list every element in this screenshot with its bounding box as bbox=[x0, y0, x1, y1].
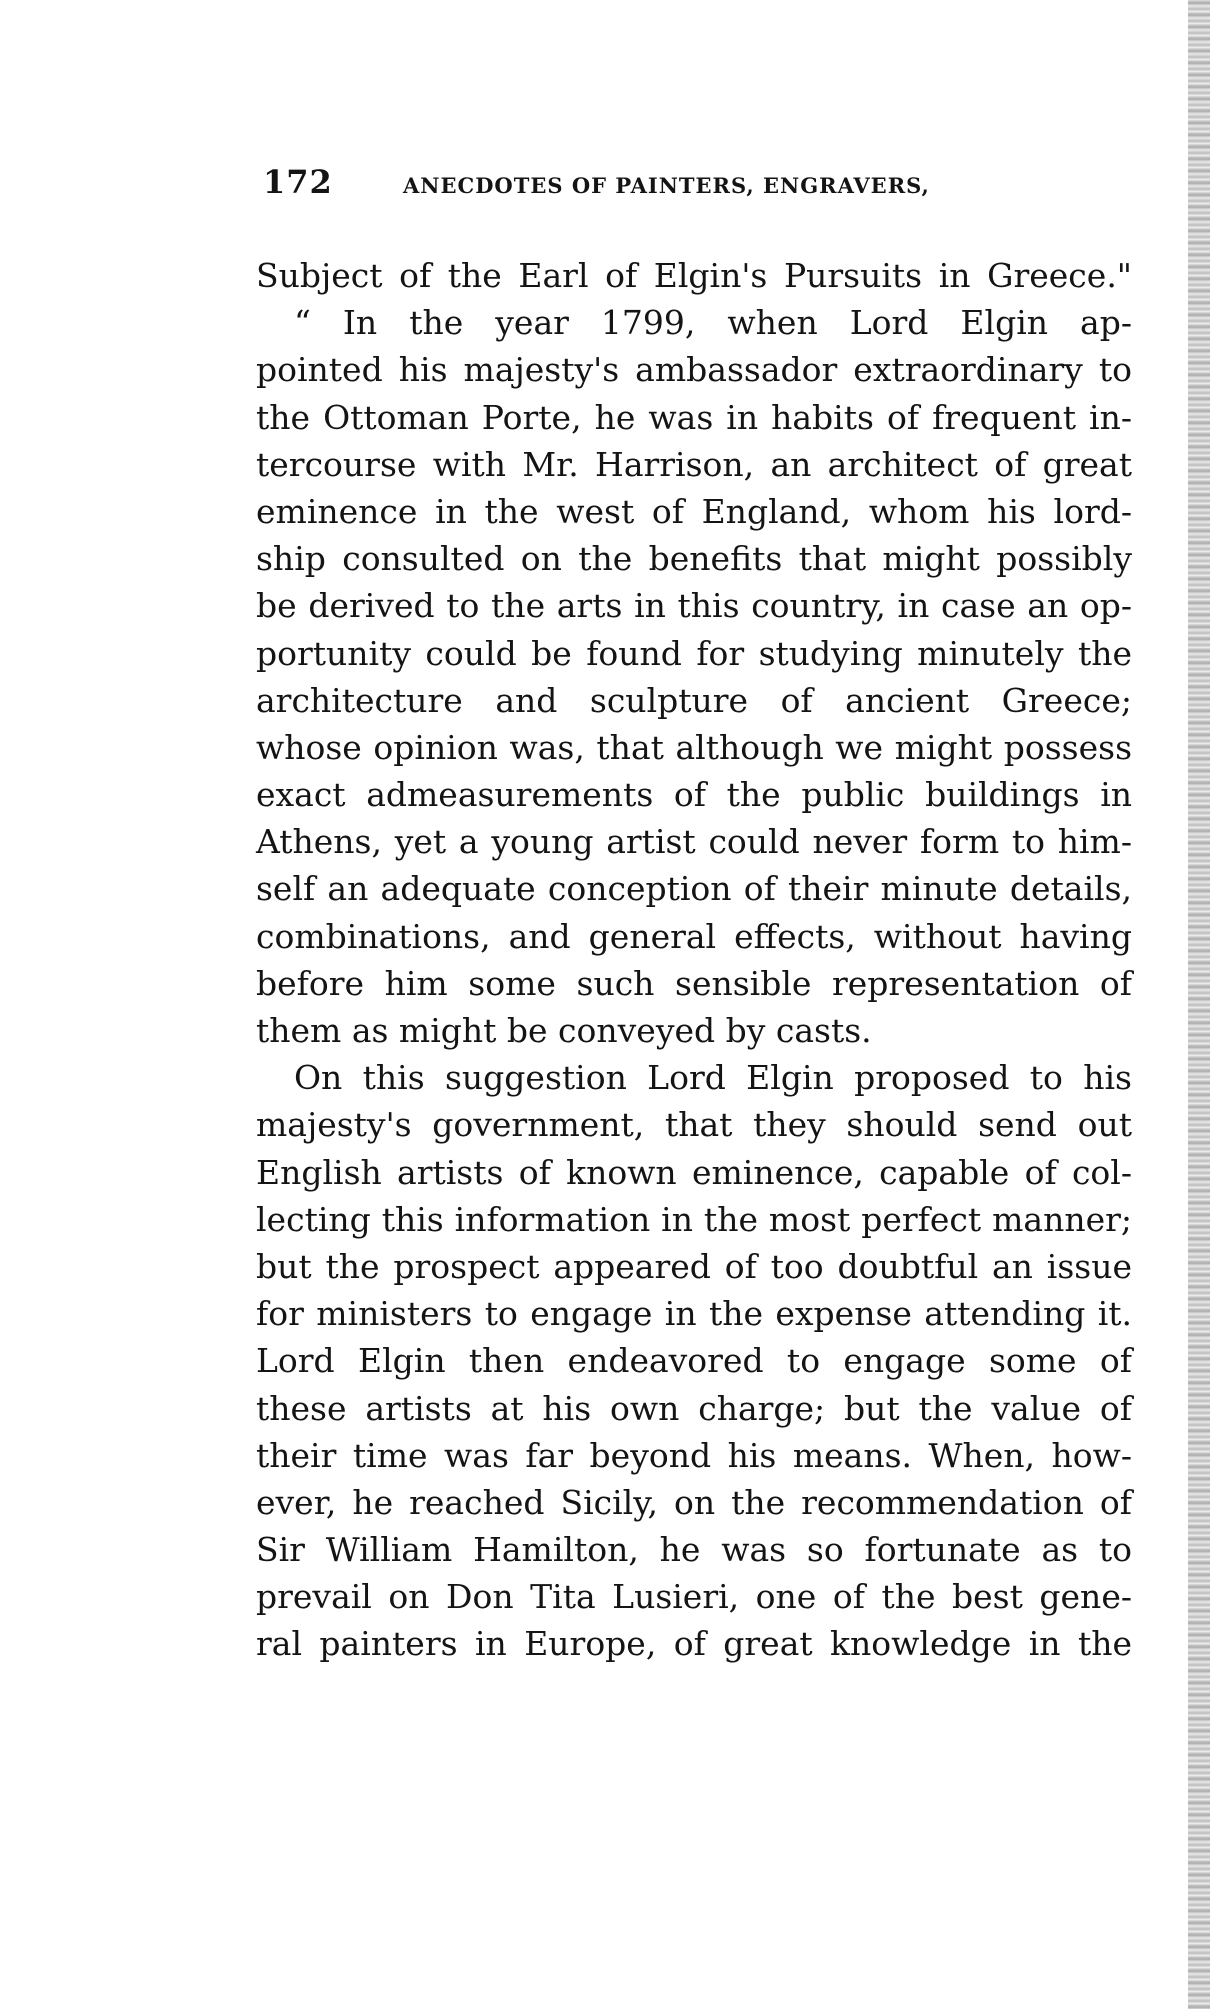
text-line: for ministers to engage in the expense attending it. bbox=[256, 1294, 1132, 1334]
text-line: Lord Elgin then endeavored to engage some of bbox=[256, 1341, 1132, 1381]
page-header bbox=[263, 163, 1063, 203]
text-line: lecting this information in the most perfect manner; bbox=[256, 1199, 1132, 1239]
text-line: be derived to the arts in this country, in case an op- bbox=[256, 586, 1132, 626]
text-line: On this suggestion Lord Elgin proposed to his bbox=[294, 1058, 1132, 1098]
text-line: English artists of known eminence, capable of col- bbox=[256, 1152, 1132, 1192]
text-line: prevail on Don Tita Lusieri, one of the best gene- bbox=[256, 1577, 1132, 1617]
text-line: tercourse with Mr. Harrison, an architect of great bbox=[256, 444, 1132, 484]
text-line: architecture and sculpture of ancient Greece; bbox=[256, 680, 1132, 720]
text-line: eminence in the west of England, whom his lord- bbox=[256, 491, 1132, 531]
body-text bbox=[256, 252, 1132, 1832]
text-line: ship consulted on the benefits that might possibly bbox=[256, 539, 1132, 579]
text-line: these artists at his own charge; but the value of bbox=[256, 1388, 1132, 1428]
text-line: whose opinion was, that although we might possess bbox=[256, 727, 1132, 767]
text-line: them as might be conveyed by casts. bbox=[256, 1011, 872, 1050]
text-line: ever, he reached Sicily, on the recommendation of bbox=[256, 1482, 1132, 1522]
text-line: Subject of the Earl of Elgin's Pursuits in Greece." bbox=[256, 256, 1132, 295]
text-line: but the prospect appeared of too doubtful an issue bbox=[256, 1246, 1132, 1286]
text-line: the Ottoman Porte, he was in habits of frequent in- bbox=[256, 397, 1132, 437]
page-number: 172 bbox=[263, 163, 333, 201]
text-line: self an adequate conception of their minute details, bbox=[256, 869, 1132, 909]
text-line: before him some such sensible representation of bbox=[256, 963, 1132, 1003]
page-edge-shadow bbox=[1188, 0, 1210, 2009]
text-line: Sir William Hamilton, he was so fortunate as to bbox=[256, 1530, 1132, 1570]
text-line: their time was far beyond his means. When, how- bbox=[256, 1435, 1132, 1475]
text-line: majesty's government, that they should send out bbox=[256, 1105, 1132, 1145]
running-head: ANECDOTES OF PAINTERS, ENGRAVERS, bbox=[403, 173, 930, 198]
text-line: portunity could be found for studying minutely the bbox=[256, 633, 1132, 673]
text-line: “ In the year 1799, when Lord Elgin ap- bbox=[294, 303, 1132, 343]
text-line: pointed his majesty's ambassador extraordinary to bbox=[256, 350, 1132, 390]
text-line: combinations, and general effects, without having bbox=[256, 916, 1132, 956]
text-line: ral painters in Europe, of great knowledge in the bbox=[256, 1624, 1132, 1664]
text-line: Athens, yet a young artist could never form to him- bbox=[256, 822, 1132, 862]
text-line: exact admeasurements of the public buildings in bbox=[256, 775, 1132, 815]
